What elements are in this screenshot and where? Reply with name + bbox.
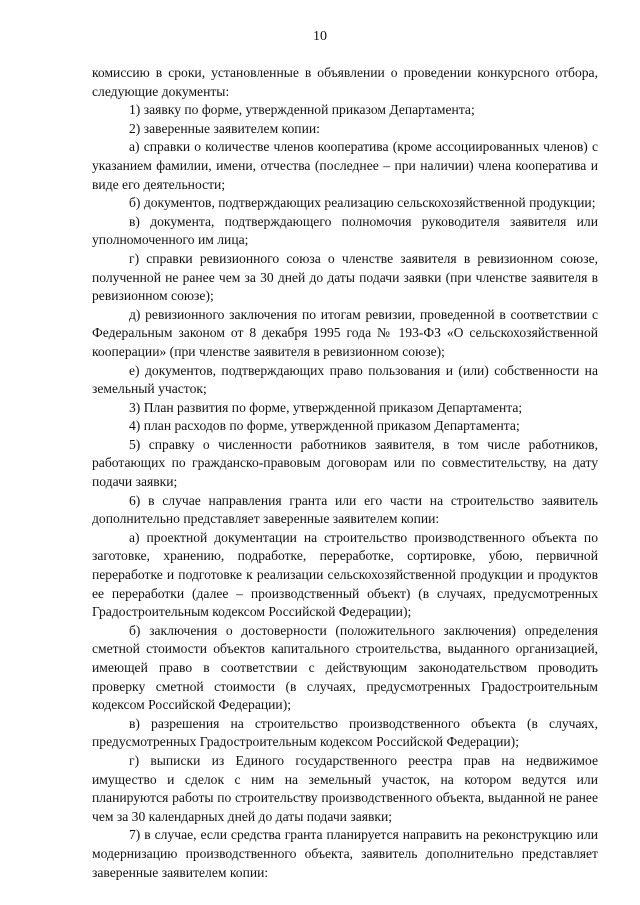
paragraph-item-7: 7) в случае, если средства гранта планируется направить на реконструкцию или модернизацию производственного объекта, заявитель дополнительно представляет заверенные заявителем копии: <box>92 827 598 880</box>
paragraph-item-6v: в) разрешения на строительство производственного объекта (в случаях, предусмотренных Градостроительным кодексом Российской Федерации); <box>92 715 598 750</box>
paragraph-item-2d: д) ревизионного заключения по итогам ревизии, проведенной в соответствии с Федеральным законом от 8 декабря 1995 года № 193-ФЗ «О сельскохозяйственной кооперации» (при членстве заявителя в ревизионном союзе); <box>92 306 598 359</box>
paragraph-item-2v: в) документа, подтверждающего полномочия руководителя заявителя или уполномоченного им лица; <box>92 213 598 248</box>
paragraph-item-3: 3) План развития по форме, утвержденной приказом Департамента; <box>129 399 523 415</box>
paragraph-item-1: 1) заявку по форме, утвержденной приказом Департамента; <box>129 102 475 118</box>
paragraph-item-6a: а) проектной документации на строительство производственного объекта по заготовке, хранению, подработке, переработке, сортировке, убою, первичной переработке и подготовке к реализации сельскохозяйственной продукции и продуктов ее переработки (далее – производственный объект) (в случаях, предусмотренных Градостроительным кодексом Российской Федерации); <box>92 529 598 620</box>
paragraph-item-6g: г) выписки из Единого государственного реестра прав на недвижимое имущество и сделок с ним на земельный участок, на котором ведутся или планируются работы по строительству производственного объекта, выданной не ранее чем за 30 календарных дней до даты подачи заявки; <box>92 752 598 824</box>
paragraph-item-2a: а) справки о количестве членов кооператива (кроме ассоциированных членов) с указанием фамилии, имени, отчества (последнее – при наличии) члена кооператива и виде его деятельности; <box>92 139 598 192</box>
paragraph-item-4: 4) план расходов по форме, утвержденной приказом Департамента; <box>129 418 520 434</box>
paragraph-item-6: 6) в случае направления гранта или его части на строительство заявитель дополнительно представляет заверенные заявителем копии: <box>92 492 598 527</box>
paragraph-item-6b: б) заключения о достоверности (положительного заключения) определения сметной стоимости объектов капитального строительства, выданного организацией, имеющей право в соответствии с действующим законодательством проводить проверку сметной стоимости (в случаях, предусмотренных Градостроительным кодексом Российской Федерации); <box>92 622 598 713</box>
paragraph-item-2: 2) заверенные заявителем копии: <box>129 120 320 136</box>
paragraph-item-2g: г) справки ревизионного союза о членстве заявителя в ревизионном союзе, полученной не ранее чем за 30 дней до даты подачи заявки (при членстве заявителя в ревизионном союзе); <box>92 250 598 304</box>
document-body <box>92 64 598 882</box>
paragraph-continuation: комиссию в сроки, установленные в объявлении о проведении конкурсного отбора, следующие документы: <box>92 65 598 99</box>
page-number: 10 <box>313 29 327 44</box>
paragraph-item-2e: е) документов, подтверждающих право пользования и (или) собственности на земельный участок; <box>92 362 598 397</box>
paragraph-item-5: 5) справку о численности работников заявителя, в том числе работников, работающих по гражданско-правовым договорам или по совместительству, на дату подачи заявки; <box>92 436 598 490</box>
paragraph-item-2b: б) документов, подтверждающих реализацию сельскохозяйственной продукции; <box>129 195 596 211</box>
